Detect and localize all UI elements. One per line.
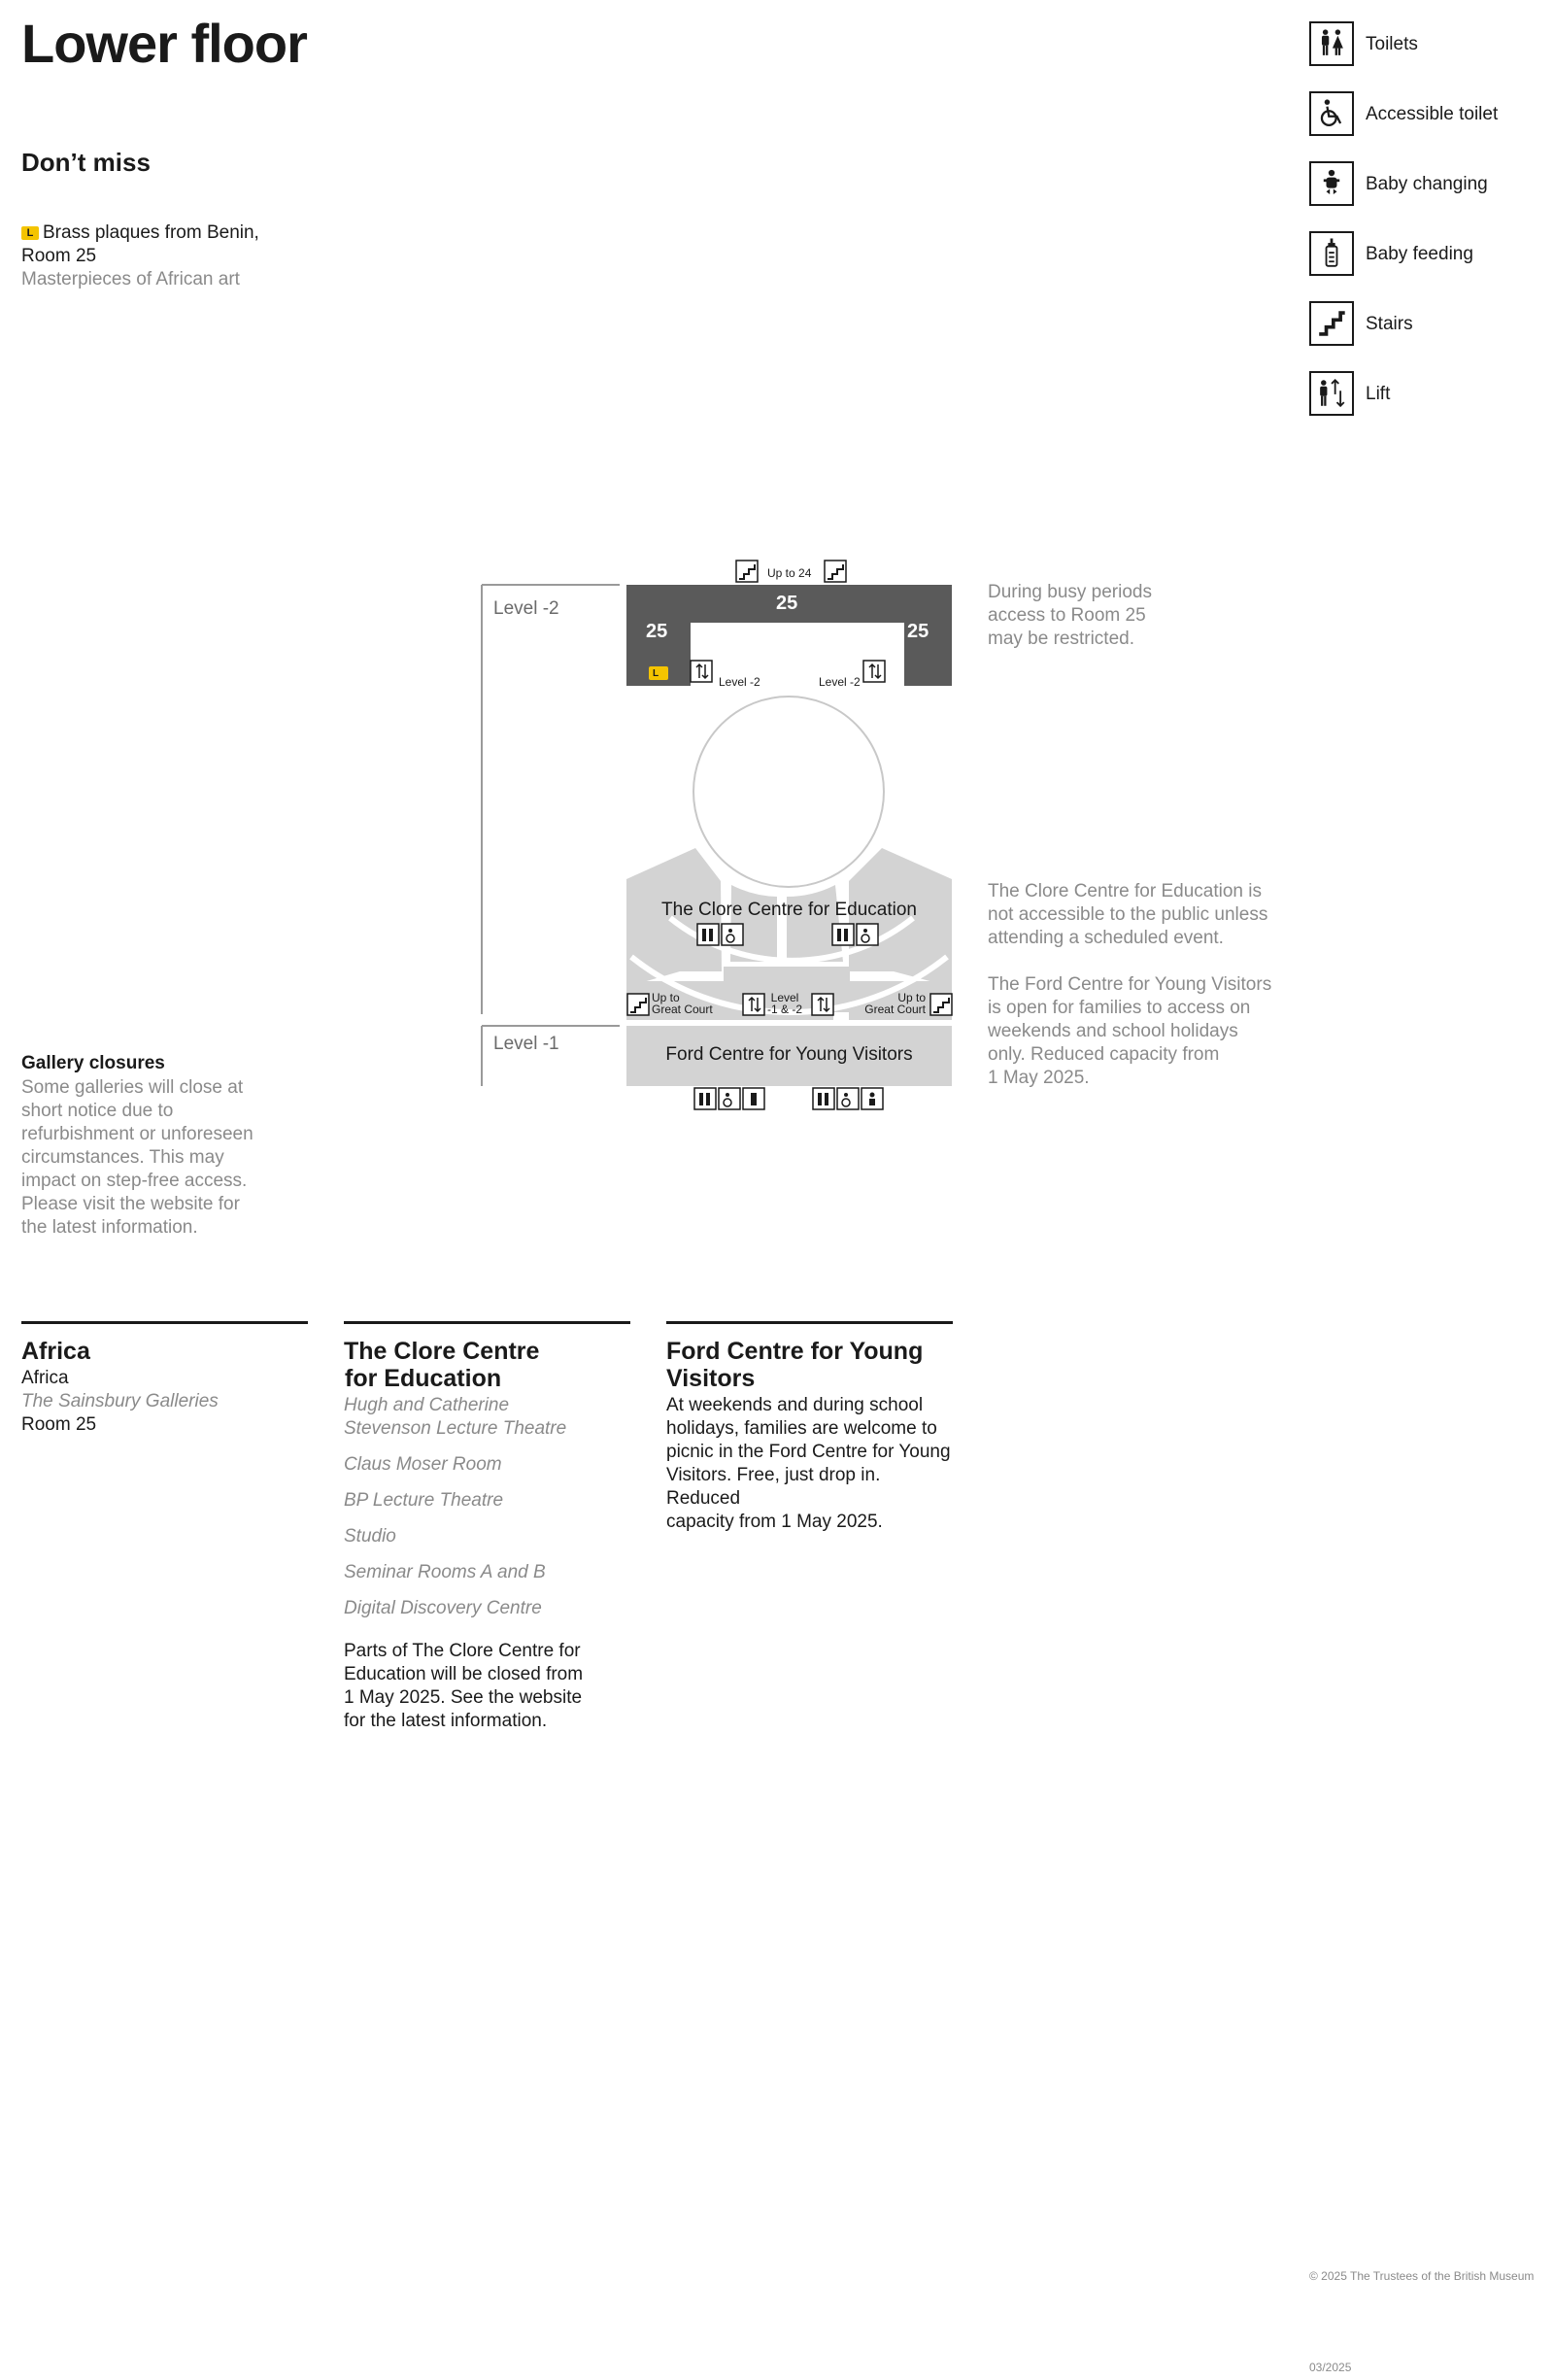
- list-item: Claus Moser Room: [344, 1454, 502, 1475]
- lift-level-label: Level -2: [719, 675, 760, 689]
- ford-description: At weekends and during school holidays, families are welcome to picnic in the Ford Centre for Young Visitors. Free, just drop in. Reduced capacity from 1 May 2025.: [666, 1395, 951, 1532]
- ford-column: [666, 1321, 953, 1534]
- list-item: BP Lecture Theatre: [344, 1490, 504, 1511]
- toilets-icon: [832, 924, 854, 945]
- legend-label: Lift: [1366, 384, 1391, 404]
- copyright: © 2025 The Trustees of the British Museum: [1309, 2269, 1535, 2283]
- room-25-number: 25: [907, 621, 929, 642]
- up-to-great-court-label: Up to Great Court: [652, 991, 713, 1016]
- lift-icon: [812, 994, 833, 1015]
- ford-centre-label: Ford Centre for Young Visitors: [665, 1044, 913, 1065]
- list-item: Studio: [344, 1526, 396, 1547]
- lift-icon: [743, 994, 764, 1015]
- reading-room-circle: [693, 697, 884, 887]
- dont-miss-heading: Don’t miss: [21, 148, 151, 177]
- gallery-closures-title: Gallery closures: [21, 1053, 165, 1073]
- dont-miss-desc: Masterpieces of African art: [21, 269, 240, 289]
- africa-title: Africa: [21, 1338, 90, 1365]
- clore-room-list: [344, 1394, 630, 1620]
- africa-gallery: The Sainsbury Galleries: [21, 1391, 219, 1411]
- legend-label: Baby feeding: [1366, 244, 1473, 264]
- list-item: Seminar Rooms A and B: [344, 1562, 546, 1582]
- page-title: Lower floor: [21, 13, 307, 74]
- legend-label: Accessible toilet: [1366, 104, 1499, 124]
- africa-sub: Africa: [21, 1368, 69, 1388]
- africa-column: [21, 1321, 308, 1437]
- dont-miss-room: Room 25: [21, 246, 97, 266]
- lift-icon: [863, 661, 885, 682]
- level-minus-2-label: Level -2: [493, 598, 559, 619]
- clore-column: [344, 1321, 630, 1733]
- ford-title: Ford Centre for Young Visitors: [666, 1338, 924, 1392]
- legend-label: Baby changing: [1366, 174, 1488, 194]
- toilets-icon: [697, 924, 719, 945]
- legend-label: Stairs: [1366, 314, 1413, 334]
- highlight-badge: L: [21, 226, 39, 240]
- dont-miss-title: Brass plaques from Benin,: [43, 222, 259, 243]
- toilets-icon: [813, 1088, 834, 1109]
- room-25-number: 25: [776, 593, 798, 614]
- clore-access-note: The Clore Centre for Education is not accessible to the public unless attending a scheduled event.: [988, 881, 1268, 948]
- print-date: 03/2025: [1309, 2361, 1352, 2374]
- clore-centre-label: The Clore Centre for Education: [661, 900, 917, 920]
- lift-level-label: Level -2: [819, 675, 861, 689]
- list-item: Hugh and Catherine Stevenson Lecture Theatre: [344, 1395, 567, 1439]
- up-to-great-court-label: Up to Great Court: [864, 991, 926, 1016]
- list-item: Digital Discovery Centre: [344, 1598, 542, 1618]
- lift-level-mid-label: Level -1 & -2: [767, 991, 803, 1016]
- africa-room: Room 25: [21, 1414, 97, 1435]
- up-to-24-label: Up to 24: [767, 566, 812, 580]
- gallery-closures-text: Some galleries will close at short notice due to refurbishment or unforeseen circumstances. This may impact on step-free access. Please visit the website for the latest information.: [21, 1077, 253, 1238]
- clore-closure-note: Parts of The Clore Centre for Education will be closed from 1 May 2025. See the website for the latest information.: [344, 1641, 584, 1731]
- clore-title: The Clore Centre for Education: [344, 1338, 540, 1392]
- highlight-badge-letter: L: [653, 668, 659, 679]
- toilets-icon: [694, 1088, 716, 1109]
- legend-label: Toilets: [1366, 34, 1418, 54]
- ford-access-note: The Ford Centre for Young Visitors is open for families to access on weekends and school holidays only. Reduced capacity from 1 May 2025.: [988, 974, 1272, 1088]
- busy-periods-note: During busy periods access to Room 25 may be restricted.: [988, 582, 1152, 649]
- lift-icon: [691, 661, 712, 682]
- room-25-number: 25: [646, 621, 668, 642]
- level-minus-1-label: Level -1: [493, 1034, 559, 1054]
